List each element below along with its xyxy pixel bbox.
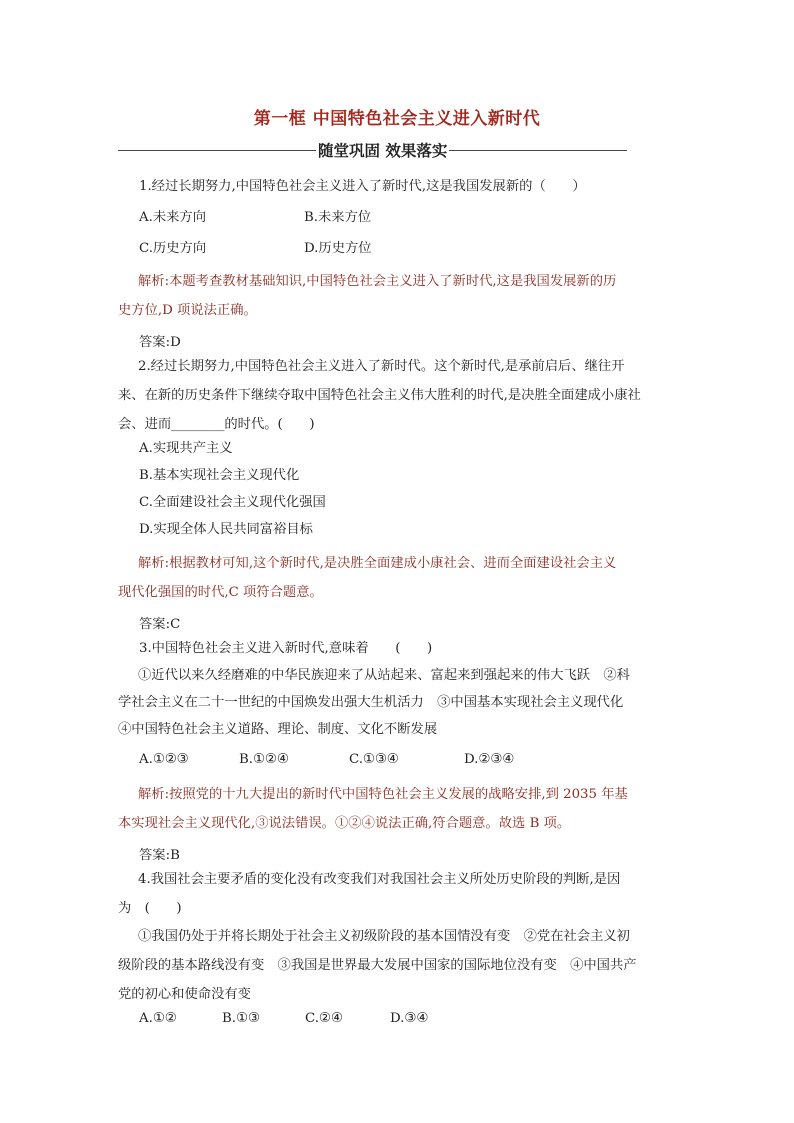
answer-1: 答案:D (139, 335, 181, 350)
question-1 (139, 172, 679, 263)
question-4-options (139, 1004, 679, 1033)
option-d: D.②③④ (464, 752, 515, 767)
option-c: C.全面建设社会主义现代化强国 (139, 495, 326, 510)
question-2 (118, 352, 680, 439)
question-stem: 2.经过长期努力,中国特色社会主义进入了新时代。这个新时代,是承前启后、继往开 (138, 359, 625, 374)
analysis-1 (118, 267, 680, 325)
question-3-statements (118, 662, 680, 743)
statement-line: 级阶段的基本路线没有变 ③我国是世界最大发展中国家的国际地位没有变 ④中国共产 (118, 958, 637, 973)
section-subtitle: 随堂巩固 效果落实 (318, 142, 448, 160)
question-stem: 1.经过长期努力,中国特色社会主义进入了新时代,这是我国发展新的（ ） (139, 179, 586, 194)
option-b: B.①②④ (239, 752, 289, 767)
statement-line: ①我国仍处于并将长期处于社会主义初级阶段的基本国情没有变 ②党在社会主义初 (138, 929, 630, 944)
option-a: A.未来方向 (139, 210, 207, 225)
question-4 (118, 865, 680, 923)
analysis-2 (118, 549, 680, 607)
page-title: 第一框 中国特色社会主义进入新时代 (253, 109, 541, 129)
header-rule-left (118, 150, 316, 151)
answer-2: 答案:C (139, 617, 181, 632)
statement-line: 党的初心和使命没有变 (118, 987, 251, 1002)
analysis-line: 解析:本题考查教材基础知识,中国特色社会主义进入了新时代,这是我国发展新的历 (138, 274, 617, 289)
analysis-line: 现代化强国的时代,C 项符合题意。 (118, 585, 323, 600)
question-3-options (139, 745, 679, 774)
analysis-line: 史方位,D 项说法正确。 (118, 303, 257, 318)
question-4-statements (118, 922, 680, 1009)
option-a: A.①②③ (139, 752, 189, 767)
option-b: B.基本实现社会主义现代化 (139, 468, 300, 483)
statement-line: ④中国特色社会主义道路、理论、制度、文化不断发展 (118, 722, 438, 737)
question-stem: 会、进而________的时代。( ) (118, 417, 315, 432)
statement-line: ①近代以来久经磨难的中华民族迎来了从站起来、富起来到强起来的伟大飞跃 ②科 (138, 668, 630, 683)
option-a: A.①② (139, 1011, 177, 1026)
answer-3: 答案:B (139, 848, 180, 863)
header-rule-right (449, 150, 627, 151)
option-b: B.未来方位 (304, 210, 372, 225)
option-c: C.②④ (305, 1011, 343, 1026)
question-stem: 4.我国社会主要矛盾的变化没有改变我们对我国社会主义所处历史阶段的判断,是因 (138, 872, 621, 887)
analysis-line: 本实现社会主义现代化,③说法错误。①②④说法正确,符合题意。故选 B 项。 (118, 816, 571, 831)
question-3-stem: 3.中国特色社会主义进入新时代,意味着 ( ) (139, 641, 433, 656)
analysis-line: 解析:按照党的十九大提出的新时代中国特色社会主义发展的战略安排,到 2035 年基 (138, 787, 628, 802)
option-d: D.历史方位 (304, 241, 372, 256)
option-c: C.①③④ (349, 752, 399, 767)
analysis-line: 解析:根据教材可知,这个新时代,是决胜全面建成小康社会、进而全面建设社会主义 (138, 556, 617, 571)
statement-line: 学社会主义在二十一世纪的中国焕发出强大生机活力 ③中国基本实现社会主义现代化 (118, 695, 624, 710)
question-stem: 来、在新的历史条件下继续夺取中国特色社会主义伟大胜利的时代,是决胜全面建成小康社 (118, 388, 641, 403)
option-a: A.实现共产主义 (139, 441, 233, 456)
section-header (118, 138, 680, 162)
option-b: B.①③ (222, 1011, 260, 1026)
option-d: D.实现全体人民共同富裕目标 (139, 522, 313, 537)
question-2-options (139, 435, 679, 543)
question-stem: 为 ( ) (118, 901, 182, 916)
option-d: D.③④ (390, 1011, 429, 1026)
analysis-3 (118, 780, 680, 838)
option-c: C.历史方向 (139, 241, 207, 256)
